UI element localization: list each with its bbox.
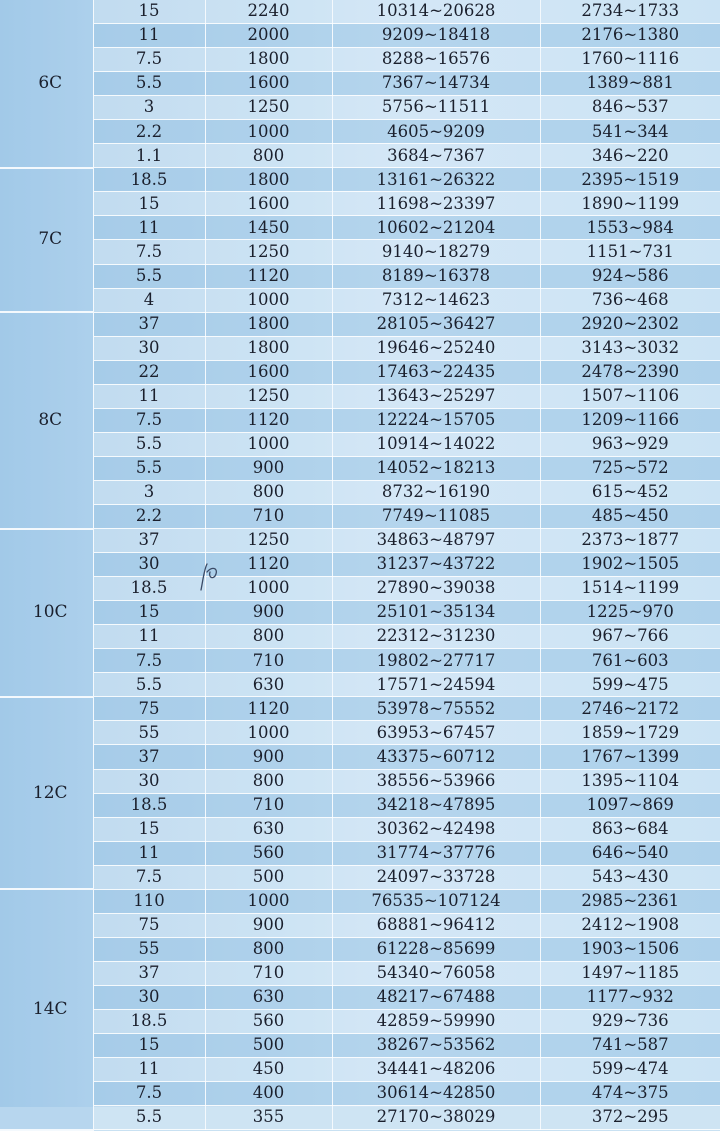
power-cell: 11 [93,841,205,865]
model-label: 7C [38,229,63,250]
flow-cell: 27170~38029 [332,1106,540,1130]
table-row [0,480,720,504]
table-row [0,312,720,336]
table-row [0,1058,720,1082]
speed-cell: 630 [205,673,332,697]
pressure-cell: 1395~1104 [540,769,720,793]
flow-cell: 13161~26322 [332,168,540,192]
table-row [0,913,720,937]
pressure-cell: 2373~1877 [540,529,720,553]
speed-cell: 1120 [205,408,332,432]
power-cell: 3 [93,96,205,120]
flow-cell: 3684~7367 [332,144,540,168]
pressure-cell: 2478~2390 [540,360,720,384]
power-cell: 15 [93,601,205,625]
table-row [0,96,720,120]
table-row [0,1106,720,1130]
table-row [0,48,720,72]
pressure-cell: 924~586 [540,264,720,288]
flow-cell: 28105~36427 [332,312,540,336]
model-label: 10C [32,602,68,623]
pressure-cell: 1890~1199 [540,192,720,216]
table-row [0,961,720,985]
flow-cell: 8288~16576 [332,48,540,72]
speed-cell: 1000 [205,721,332,745]
table-row [0,793,720,817]
speed-cell: 800 [205,769,332,793]
power-cell: 11 [93,1058,205,1082]
model-label: 6C [38,72,63,93]
model-label: 14C [32,998,68,1019]
pressure-cell: 599~474 [540,1058,720,1082]
table-row [0,168,720,192]
speed-cell: 355 [205,1106,332,1130]
speed-cell: 1000 [205,288,332,312]
table-row [0,745,720,769]
flow-cell: 68881~96412 [332,913,540,937]
speed-cell: 800 [205,937,332,961]
flow-cell: 24097~33728 [332,865,540,889]
flow-cell: 53978~75552 [332,697,540,721]
pressure-cell: 3143~3032 [540,336,720,360]
pressure-cell: 1497~1185 [540,961,720,985]
power-cell: 5.5 [93,456,205,480]
flow-cell: 31237~43722 [332,553,540,577]
model-cell [0,889,93,1129]
table-row [0,216,720,240]
speed-cell: 1450 [205,216,332,240]
pressure-cell: 372~295 [540,1106,720,1130]
speed-cell: 560 [205,1009,332,1033]
flow-cell: 9140~18279 [332,240,540,264]
pressure-cell: 1507~1106 [540,384,720,408]
speed-cell: 1800 [205,168,332,192]
power-cell: 2.2 [93,120,205,144]
pressure-cell: 2734~1733 [540,0,720,24]
flow-cell: 17571~24594 [332,673,540,697]
pressure-cell: 725~572 [540,456,720,480]
flow-cell: 10914~14022 [332,432,540,456]
table-row [0,1082,720,1106]
table-row [0,264,720,288]
pressure-cell: 1903~1506 [540,937,720,961]
speed-cell: 450 [205,1058,332,1082]
power-cell: 110 [93,889,205,913]
speed-cell: 800 [205,625,332,649]
speed-cell: 800 [205,144,332,168]
flow-cell: 14052~18213 [332,456,540,480]
power-cell: 30 [93,336,205,360]
power-cell: 75 [93,697,205,721]
pressure-cell: 474~375 [540,1082,720,1106]
table-row [0,360,720,384]
power-cell: 30 [93,553,205,577]
pressure-cell: 2985~2361 [540,889,720,913]
table-row [0,841,720,865]
flow-cell: 17463~22435 [332,360,540,384]
model-label: 12C [32,782,68,803]
flow-cell: 22312~31230 [332,625,540,649]
model-cell [0,168,93,312]
table-row [0,697,720,721]
power-cell: 7.5 [93,1082,205,1106]
table-row [0,529,720,553]
power-cell: 3 [93,480,205,504]
pressure-cell: 1514~1199 [540,577,720,601]
speed-cell: 1120 [205,553,332,577]
pressure-cell: 646~540 [540,841,720,865]
pressure-cell: 346~220 [540,144,720,168]
power-cell: 1.1 [93,144,205,168]
table-row [0,336,720,360]
flow-cell: 48217~67488 [332,985,540,1009]
table-row [0,769,720,793]
pressure-cell: 1553~984 [540,216,720,240]
pressure-cell: 736~468 [540,288,720,312]
speed-cell: 1600 [205,192,332,216]
pressure-cell: 2412~1908 [540,913,720,937]
pressure-cell: 2176~1380 [540,24,720,48]
flow-cell: 4605~9209 [332,120,540,144]
model-cell [0,529,93,697]
flow-cell: 11698~23397 [332,192,540,216]
table-row [0,865,720,889]
table-row [0,889,720,913]
pressure-cell: 599~475 [540,673,720,697]
power-cell: 2.2 [93,504,205,528]
power-cell: 11 [93,24,205,48]
table-row [0,649,720,673]
pressure-cell: 2395~1519 [540,168,720,192]
power-cell: 5.5 [93,72,205,96]
pressure-cell: 541~344 [540,120,720,144]
pressure-cell: 761~603 [540,649,720,673]
power-cell: 5.5 [93,673,205,697]
power-cell: 5.5 [93,432,205,456]
model-cell [0,0,93,168]
flow-cell: 54340~76058 [332,961,540,985]
table-row [0,504,720,528]
pressure-cell: 846~537 [540,96,720,120]
flow-cell: 10602~21204 [332,216,540,240]
speed-cell: 1000 [205,889,332,913]
flow-cell: 76535~107124 [332,889,540,913]
power-cell: 18.5 [93,168,205,192]
flow-cell: 7367~14734 [332,72,540,96]
model-label: 8C [38,409,63,430]
table-row [0,384,720,408]
table-row [0,0,720,24]
speed-cell: 2000 [205,24,332,48]
table-row [0,192,720,216]
speed-cell: 900 [205,601,332,625]
speed-cell: 1600 [205,72,332,96]
pressure-cell: 1177~932 [540,985,720,1009]
flow-cell: 5756~11511 [332,96,540,120]
power-cell: 5.5 [93,1106,205,1130]
power-cell: 37 [93,961,205,985]
power-cell: 30 [93,769,205,793]
speed-cell: 1800 [205,48,332,72]
speed-cell: 1000 [205,577,332,601]
power-cell: 7.5 [93,48,205,72]
table-row [0,1009,720,1033]
power-cell: 18.5 [93,793,205,817]
flow-cell: 31774~37776 [332,841,540,865]
flow-cell: 10314~20628 [332,0,540,24]
power-cell: 55 [93,721,205,745]
power-cell: 11 [93,625,205,649]
speed-cell: 1120 [205,264,332,288]
speed-cell: 400 [205,1082,332,1106]
flow-cell: 34863~48797 [332,529,540,553]
power-cell: 4 [93,288,205,312]
pressure-cell: 963~929 [540,432,720,456]
speed-cell: 1600 [205,360,332,384]
table-row [0,721,720,745]
pressure-cell: 1760~1116 [540,48,720,72]
table-row [0,625,720,649]
power-cell: 15 [93,817,205,841]
flow-cell: 34218~47895 [332,793,540,817]
speed-cell: 630 [205,985,332,1009]
pressure-cell: 1097~869 [540,793,720,817]
flow-cell: 30614~42850 [332,1082,540,1106]
table-row [0,240,720,264]
table-row [0,577,720,601]
pressure-cell: 741~587 [540,1034,720,1058]
flow-cell: 43375~60712 [332,745,540,769]
speed-cell: 900 [205,745,332,769]
speed-cell: 1250 [205,384,332,408]
table-row [0,553,720,577]
pressure-cell: 929~736 [540,1009,720,1033]
flow-cell: 7749~11085 [332,504,540,528]
speed-cell: 1800 [205,312,332,336]
table-row [0,937,720,961]
table-row [0,673,720,697]
flow-cell: 13643~25297 [332,384,540,408]
pressure-cell: 1225~970 [540,601,720,625]
power-cell: 18.5 [93,577,205,601]
power-cell: 7.5 [93,408,205,432]
flow-cell: 63953~67457 [332,721,540,745]
flow-cell: 27890~39038 [332,577,540,601]
power-cell: 55 [93,937,205,961]
power-cell: 18.5 [93,1009,205,1033]
flow-cell: 9209~18418 [332,24,540,48]
speed-cell: 2240 [205,0,332,24]
flow-cell: 19646~25240 [332,336,540,360]
table-row [0,601,720,625]
table-row [0,24,720,48]
table-row [0,144,720,168]
speed-cell: 1250 [205,240,332,264]
speed-cell: 1800 [205,336,332,360]
speed-cell: 800 [205,480,332,504]
power-cell: 15 [93,192,205,216]
pressure-cell: 2920~2302 [540,312,720,336]
power-cell: 15 [93,0,205,24]
flow-cell: 8189~16378 [332,264,540,288]
pressure-cell: 967~766 [540,625,720,649]
speed-cell: 710 [205,649,332,673]
speed-cell: 710 [205,961,332,985]
table-row [0,817,720,841]
pressure-cell: 2746~2172 [540,697,720,721]
power-cell: 5.5 [93,264,205,288]
power-cell: 7.5 [93,649,205,673]
speed-cell: 1250 [205,96,332,120]
flow-cell: 34441~48206 [332,1058,540,1082]
table-row [0,1034,720,1058]
flow-cell: 42859~59990 [332,1009,540,1033]
speed-cell: 630 [205,817,332,841]
speed-cell: 1000 [205,432,332,456]
power-cell: 37 [93,529,205,553]
flow-cell: 7312~14623 [332,288,540,312]
table-row [0,408,720,432]
power-cell: 37 [93,312,205,336]
power-cell: 22 [93,360,205,384]
flow-cell: 38267~53562 [332,1034,540,1058]
power-cell: 11 [93,384,205,408]
speed-cell: 900 [205,913,332,937]
table-row [0,72,720,96]
power-cell: 75 [93,913,205,937]
power-cell: 7.5 [93,865,205,889]
flow-cell: 38556~53966 [332,769,540,793]
power-cell: 30 [93,985,205,1009]
speed-cell: 710 [205,793,332,817]
power-cell: 15 [93,1034,205,1058]
pressure-cell: 615~452 [540,480,720,504]
speed-cell: 710 [205,504,332,528]
power-cell: 37 [93,745,205,769]
pressure-cell: 1389~881 [540,72,720,96]
table-row [0,120,720,144]
speed-cell: 1250 [205,529,332,553]
model-cell [0,697,93,889]
pressure-cell: 863~684 [540,817,720,841]
table-row [0,985,720,1009]
flow-cell: 12224~15705 [332,408,540,432]
flow-cell: 30362~42498 [332,817,540,841]
speed-cell: 900 [205,456,332,480]
flow-cell: 19802~27717 [332,649,540,673]
pressure-cell: 1902~1505 [540,553,720,577]
flow-cell: 25101~35134 [332,601,540,625]
pressure-cell: 1859~1729 [540,721,720,745]
speed-cell: 500 [205,1034,332,1058]
pressure-cell: 485~450 [540,504,720,528]
pressure-cell: 1151~731 [540,240,720,264]
model-cell [0,312,93,528]
table-row [0,288,720,312]
table-row [0,432,720,456]
speed-cell: 560 [205,841,332,865]
power-cell: 11 [93,216,205,240]
flow-cell: 61228~85699 [332,937,540,961]
table-row [0,456,720,480]
speed-cell: 1120 [205,697,332,721]
power-cell: 7.5 [93,240,205,264]
speed-cell: 500 [205,865,332,889]
speed-cell: 1000 [205,120,332,144]
flow-cell: 8732~16190 [332,480,540,504]
pressure-cell: 1767~1399 [540,745,720,769]
pressure-cell: 1209~1166 [540,408,720,432]
pressure-cell: 543~430 [540,865,720,889]
